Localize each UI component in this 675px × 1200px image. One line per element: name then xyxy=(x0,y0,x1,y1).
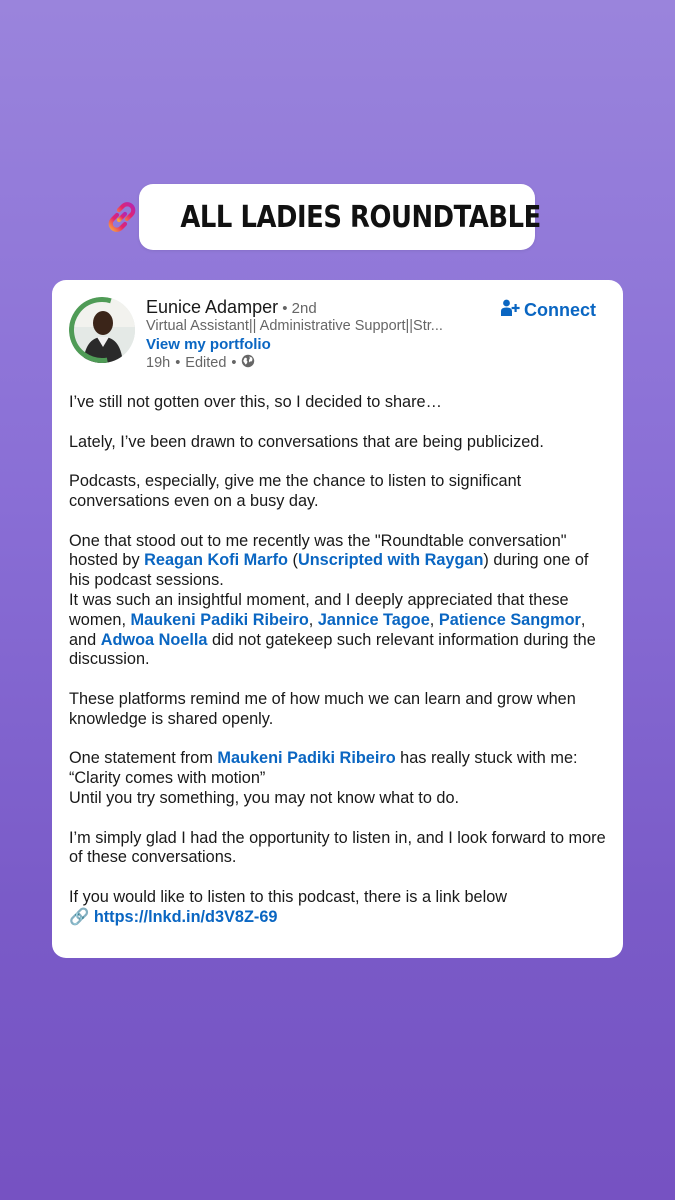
mention-maukeni-padiki-ribeiro[interactable]: Maukeni Padiki Ribeiro xyxy=(217,749,396,768)
globe-icon xyxy=(241,354,255,372)
mention-unscripted-with-raygan[interactable]: Unscripted with Raygan xyxy=(297,551,484,570)
post-paragraph: One that stood out to me recently was the "Roundtable conversation" hosted by Reagan Kofi Marfo (Unscripted with Raygan) during one of his podcast sessions. It was such an insightful moment, and I deeply appreciated that these women, Maukeni Padiki Ribeiro, Jannice Tagoe, Patience Sangmor, and Adwoa Noella did not gatekeep such relevant information during the discussion. xyxy=(69,531,596,669)
avatar[interactable] xyxy=(69,297,135,363)
connection-degree: • 2nd xyxy=(278,300,317,317)
post-meta: 19h • Edited • xyxy=(146,354,255,372)
view-portfolio-link[interactable]: View my portfolio xyxy=(146,336,271,353)
mention-maukeni-padiki-ribeiro[interactable]: Maukeni Padiki Ribeiro xyxy=(130,610,309,629)
post-paragraph: Podcasts, especially, give me the chance to listen to significant conversations even on a busy day. xyxy=(69,472,522,510)
mention-reagan-kofi-marfo[interactable]: Reagan Kofi Marfo xyxy=(144,551,288,570)
author-headline: Virtual Assistant|| Administrative Support||Str... xyxy=(146,318,443,334)
post-paragraph: I’ve still not gotten over this, so I decided to share… xyxy=(69,393,442,411)
post-paragraph: One statement from Maukeni Padiki Ribeiro has really stuck with me: “Clarity comes with motion” Until you try something, you may not know what to do. xyxy=(69,749,578,807)
mention-adwoa-noella[interactable]: Adwoa Noella xyxy=(100,630,208,649)
sticker-title: ALL LADIES ROUNDTABLE xyxy=(180,199,542,235)
post-time: 19h xyxy=(146,355,171,371)
add-person-icon xyxy=(500,298,520,323)
post-paragraph: Lately, I’ve been drawn to conversations that are being publicized. xyxy=(69,432,544,451)
quote: “Clarity comes with motion” xyxy=(69,769,266,788)
edited-label: Edited xyxy=(185,355,227,371)
podcast-link[interactable]: https://lnkd.in/d3V8Z-69 xyxy=(93,907,278,926)
story-sticker[interactable] xyxy=(139,184,542,250)
link-icon xyxy=(103,198,141,236)
linkedin-post-card xyxy=(52,280,623,958)
connect-button[interactable] xyxy=(500,298,596,323)
post-paragraph: If you would like to listen to this podcast, there is a link below 🔗 https://lnkd.in/d3V8Z-69 xyxy=(69,887,508,926)
post-paragraph: These platforms remind me of how much we can learn and grow when knowledge is shared openly. xyxy=(69,689,576,728)
mention-patience-sangmor[interactable]: Patience Sangmor xyxy=(438,610,581,629)
mention-jannice-tagoe[interactable]: Jannice Tagoe xyxy=(317,610,430,629)
author-name[interactable]: Eunice Adamper • 2nd xyxy=(146,297,317,317)
post-paragraph: I’m simply glad I had the opportunity to listen in, and I look forward to more of these conversations. xyxy=(69,828,606,867)
connect-label: Connect xyxy=(524,300,596,320)
post-body xyxy=(69,393,609,928)
link-emoji: 🔗 xyxy=(69,907,90,926)
